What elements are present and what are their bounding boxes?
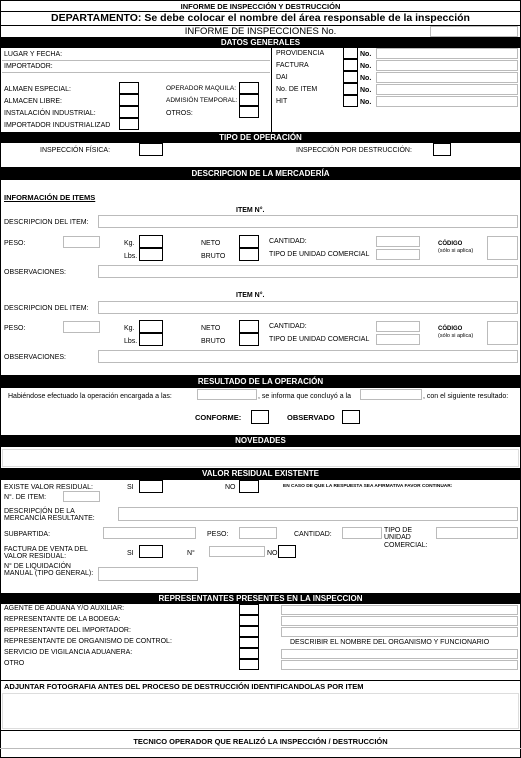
observed-checkbox[interactable] (342, 410, 360, 424)
rep-customs-agent-label: AGENTE DE ADUANA Y/O AUXILIAR: (4, 605, 125, 612)
item-1-description-field[interactable] (98, 215, 518, 228)
rep-control-body-checkbox[interactable] (239, 637, 259, 648)
item-2-unit-field[interactable] (376, 334, 420, 345)
industrial-importer-checkbox[interactable] (119, 118, 139, 130)
report-number-label: INFORME DE INSPECCIONES No. (184, 26, 337, 37)
item-1-lbs-label: Lbs. (124, 253, 138, 260)
rep-importer-field[interactable] (281, 627, 518, 637)
provenance-label: PROVIDENCIA (276, 50, 325, 57)
residual-item-no-field[interactable] (63, 491, 100, 502)
destruction-inspection-label: INSPECCIÓN POR DESTRUCCIÓN: (296, 147, 412, 154)
residual-subheading-label: SUBPARTIDA: (4, 531, 51, 538)
residual-invoice-number-label: N° (187, 550, 195, 557)
residual-description-label: DESCRIPCIÓN DE LA MERCANCÍA RESULTANTE: (4, 508, 95, 523)
rep-surveillance-field[interactable] (281, 649, 518, 659)
item-2-quantity-field[interactable] (376, 321, 420, 332)
destruction-inspection-checkbox[interactable] (433, 143, 451, 156)
item-1-weight-field[interactable] (63, 236, 100, 248)
rep-surveillance-label: SERVICIO DE VIGILANCIA ADUANERA: (4, 649, 133, 656)
observed-label: OBSERVADO (287, 413, 335, 422)
item-2-observations-label: OBSERVACIONES: (4, 354, 66, 361)
physical-inspection-checkbox[interactable] (139, 143, 163, 156)
residual-item-no-label: N°. DE ITEM: (4, 494, 47, 501)
item-2-quantity-label: CANTIDAD: (269, 323, 307, 330)
invoice-no-label: No. (360, 63, 372, 70)
operator-signature-label: TECNICO OPERADOR QUE REALIZÓ LA INSPECCIÓN / DESTRUCCIÓN (133, 737, 388, 746)
item-2-lbs-checkbox[interactable] (139, 333, 163, 346)
rep-control-body-label: REPRESENTANTE DE ORGANISMO DE CONTROL: (4, 638, 172, 645)
item-2-weight-label: PESO: (4, 325, 26, 332)
item-2-code-note: (sólo si aplica) (438, 333, 474, 339)
form-title: INFORME DE INSPECCIÓN Y DESTRUCCIÓN (180, 2, 341, 11)
residual-liquidation-field[interactable] (98, 567, 198, 581)
industrial-importer-label: IMPORTADOR INDUSTRIALIZAD (4, 122, 111, 129)
dai-label: DAI (276, 74, 288, 81)
residual-quantity-field[interactable] (342, 527, 382, 539)
residual-subheading-field[interactable] (103, 527, 196, 539)
others-label: OTROS: (166, 110, 193, 117)
item-2-gross-checkbox[interactable] (239, 333, 259, 346)
item-1-lbs-checkbox[interactable] (139, 248, 163, 261)
item-no-checkbox[interactable] (343, 83, 358, 95)
residual-description-field[interactable] (118, 507, 518, 521)
rep-other-label: OTRO (4, 660, 25, 667)
residual-exists-label: EXISTE VALOR RESIDUAL: (4, 484, 93, 491)
item-1-description-label: DESCRIPCION DEL ITEM: (4, 219, 89, 226)
invoice-label: FACTURA (276, 62, 309, 69)
item-2-code-field[interactable] (487, 321, 518, 345)
item-2-gross-label: BRUTO (201, 338, 226, 345)
section-merchandise: DESCRIPCION DE LA MERCADERÍA (1, 167, 520, 180)
compliant-checkbox[interactable] (251, 410, 269, 424)
item-1-net-checkbox[interactable] (239, 235, 259, 248)
item-1-kg-checkbox[interactable] (139, 235, 163, 248)
residual-unit-type-label: TIPO DE UNIDAD COMERCIAL: (384, 527, 428, 549)
item-2-kg-checkbox[interactable] (139, 320, 163, 333)
item-1-gross-checkbox[interactable] (239, 248, 259, 261)
dai-number-field[interactable] (376, 72, 518, 83)
item-1-kg-label: Kg. (124, 240, 135, 247)
item-1-code-note: (sólo si aplica) (438, 248, 474, 254)
compliant-label: CONFORME: (195, 413, 242, 422)
special-warehouse-label: ALMAEN ESPECIAL: (4, 86, 71, 93)
place-date-label: LUGAR Y FECHA: (4, 51, 63, 58)
hit-no-label: No. (360, 99, 372, 106)
item-1-observations-label: OBSERVACIONES: (4, 269, 66, 276)
residual-invoice-no-label: NO (267, 550, 278, 557)
rep-warehouse-checkbox[interactable] (239, 615, 259, 626)
item-2-description-label: DESCRIPCION DEL ITEM: (4, 305, 89, 312)
provenance-number-field[interactable] (376, 48, 518, 59)
residual-yes-label: SI (127, 484, 134, 491)
section-result: RESULTADO DE LA OPERACIÓN (1, 375, 520, 388)
item-1-code-field[interactable] (487, 236, 518, 260)
photos-instruction: ADJUNTAR FOTOGRAFIA ANTES DEL PROCESO DE DESTRUCCIÓN IDENTIFICANDOLAS POR ITEM (4, 682, 364, 691)
invoice-checkbox[interactable] (343, 59, 358, 71)
residual-quantity-label: CANTIDAD: (294, 531, 332, 538)
item-2-description-field[interactable] (98, 301, 518, 314)
residual-unit-type-field[interactable] (436, 527, 518, 539)
residual-invoice-yes-checkbox[interactable] (139, 545, 163, 558)
item-2-weight-field[interactable] (63, 321, 100, 333)
free-warehouse-checkbox[interactable] (119, 94, 139, 106)
rep-describe-note: DESCRIBIR EL NOMBRE DEL ORGANISMO Y FUNCIONARIO (290, 639, 490, 646)
hit-checkbox[interactable] (343, 95, 358, 107)
result-text-end: , con el siguiente resultado: (423, 393, 509, 400)
residual-no-checkbox[interactable] (239, 480, 259, 493)
section-representatives: REPRESENTANTES PRESENTES EN LA INSPECCION (1, 593, 520, 604)
maquila-operator-label: OPERADOR MAQUILA: (166, 85, 237, 92)
residual-invoice-no-checkbox[interactable] (278, 545, 296, 558)
item-1-gross-label: BRUTO (201, 253, 226, 260)
rep-warehouse-label: REPRESENTANTE DE LA BODEGA: (4, 616, 121, 623)
photos-field[interactable] (2, 693, 519, 729)
residual-liquidation-label: N° DE LIQUIDACIÓN MANUAL (TIPO GENERAL): (4, 563, 94, 578)
result-text-mid: , se informa que concluyó a la (258, 393, 351, 400)
dai-no-label: No. (360, 75, 372, 82)
item-no-no-label: No. (360, 87, 372, 94)
rep-importer-label: REPRESENTANTE DEL IMPORTADOR: (4, 627, 131, 634)
invoice-number-field[interactable] (376, 60, 518, 71)
industrial-installation-label: INSTALACIÓN INDUSTRIAL: (4, 110, 96, 117)
provenance-checkbox[interactable] (343, 47, 358, 59)
section-operation-type: TIPO DE OPERACIÓN (1, 132, 520, 143)
result-text-start: Habiéndose efectuado la operación encargada a las: (8, 393, 172, 400)
rep-customs-agent-field[interactable] (281, 605, 518, 615)
item-1-unit-label: TIPO DE UNIDAD COMERCIAL (269, 251, 370, 258)
hit-number-field[interactable] (376, 96, 518, 107)
item-1-unit-field[interactable] (376, 249, 420, 260)
item-2-observations-field[interactable] (98, 350, 518, 363)
item-1-net-label: NETO (201, 240, 221, 247)
item-2-code-label: CÓDIGO (438, 326, 463, 332)
industrial-installation-checkbox[interactable] (119, 106, 139, 118)
rep-surveillance-checkbox[interactable] (239, 648, 259, 659)
residual-no-label: NO (225, 484, 236, 491)
department-title: DEPARTAMENTO: Se debe colocar el nombre del área responsable de la inspección (51, 12, 470, 24)
residual-sale-invoice-label: FACTURA DE VENTA DEL VALOR RESIDUAL: (4, 546, 88, 561)
free-warehouse-label: ALMACEN LIBRE: (4, 98, 62, 105)
hit-label: HIT (276, 98, 288, 105)
item-2-number-label: ITEM N°. (236, 292, 265, 299)
result-start-time-field[interactable] (197, 389, 257, 400)
temporary-admission-checkbox[interactable] (239, 94, 259, 106)
item-1-code-label: CÓDIGO (438, 241, 463, 247)
item-1-observations-field[interactable] (98, 265, 518, 278)
special-warehouse-checkbox[interactable] (119, 82, 139, 94)
item-2-unit-label: TIPO DE UNIDAD COMERCIAL (269, 336, 370, 343)
physical-inspection-label: INSPECCIÓN FÍSICA: (40, 147, 111, 154)
report-number-field[interactable] (430, 26, 518, 37)
residual-weight-label: PESO: (207, 531, 229, 538)
item-1-number-label: ITEM N°. (236, 207, 265, 214)
residual-yes-checkbox[interactable] (139, 480, 163, 493)
items-info-heading: INFORMACIÓN DE ITEMS (4, 193, 96, 202)
item-2-lbs-label: Lbs. (124, 338, 138, 345)
rep-importer-checkbox[interactable] (239, 626, 259, 637)
item-1-quantity-field[interactable] (376, 236, 420, 247)
item-2-net-checkbox[interactable] (239, 320, 259, 333)
temporary-admission-label: ADMISIÓN TEMPORAL: (166, 97, 238, 104)
dai-checkbox[interactable] (343, 71, 358, 83)
others-checkbox[interactable] (239, 106, 259, 118)
importer-label: IMPORTADOR: (4, 63, 53, 70)
item-1-quantity-label: CANTIDAD: (269, 238, 307, 245)
residual-weight-field[interactable] (239, 527, 277, 539)
rep-warehouse-field[interactable] (281, 616, 518, 626)
result-end-time-field[interactable] (360, 389, 422, 400)
item-number-field[interactable] (376, 84, 518, 95)
item-2-kg-label: Kg. (124, 325, 135, 332)
maquila-operator-checkbox[interactable] (239, 82, 259, 94)
provenance-no-label: No. (360, 51, 372, 58)
rep-other-checkbox[interactable] (239, 659, 259, 670)
residual-continue-note: EN CASO DE QUE LA RESPUESTA SEA AFIRMATIVA FAVOR CONTINUAR: (283, 484, 453, 489)
rep-customs-agent-checkbox[interactable] (239, 604, 259, 615)
section-news: NOVEDADES (1, 435, 520, 447)
item-2-net-label: NETO (201, 325, 221, 332)
section-residual: VALOR RESIDUAL EXISTENTE (1, 468, 520, 480)
section-general: DATOS GENERALES (1, 37, 520, 48)
item-1-weight-label: PESO: (4, 240, 26, 247)
residual-invoice-number-field[interactable] (209, 546, 265, 557)
item-no-label: No. DE ITEM (276, 86, 318, 93)
rep-other-field[interactable] (281, 660, 518, 670)
residual-invoice-yes-label: SI (127, 550, 134, 557)
news-field[interactable] (2, 449, 519, 467)
